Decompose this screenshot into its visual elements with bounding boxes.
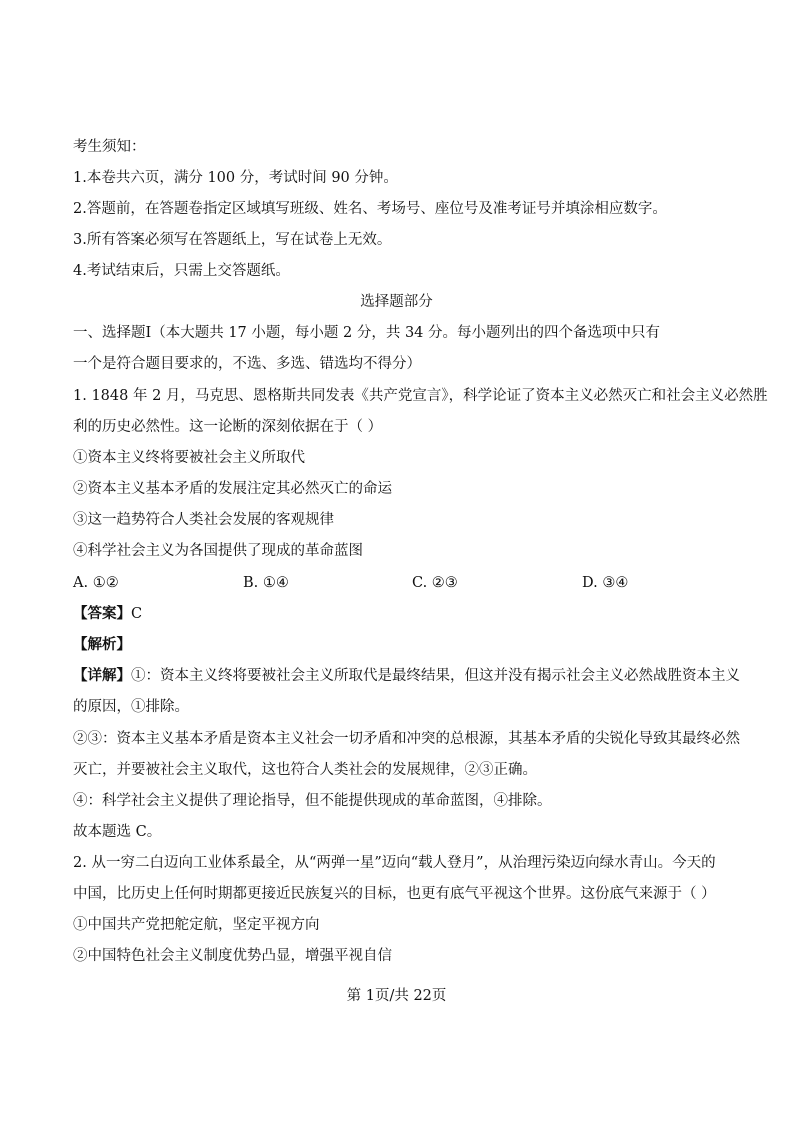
detail-text: 的原因，①排除。 xyxy=(73,699,189,715)
detail-text: ①：资本主义终将要被社会主义所取代是最终结果，但这并没有揭示社会主义必然战胜资本主义 xyxy=(131,668,740,684)
section-intro: 一、选择题Ⅰ（本大题共 17 小题，每小题 2 分，共 34 分。每小题列出的四个备选项中只有 xyxy=(73,325,661,341)
option-a: A. ①② xyxy=(73,575,119,591)
statement: ④科学社会主义为各国提供了现成的革命蓝图 xyxy=(73,543,363,559)
notice-item: 2.答题前，在答题卷指定区域填写班级、姓名、考场号、座位号及准考证号并填涂相应数字。 xyxy=(73,201,667,217)
detail-label: 【详解】 xyxy=(73,667,131,684)
answer-label: 【答案】 xyxy=(73,605,131,622)
analysis-label: 【解析】 xyxy=(73,636,131,653)
detail-line xyxy=(73,666,740,686)
answer-line xyxy=(73,604,142,624)
section-title: 选择题部分 xyxy=(360,294,433,310)
detail-text: ④：科学社会主义提供了理论指导，但不能提供现成的革命蓝图，④排除。 xyxy=(73,793,552,809)
statement: ①资本主义终将要被社会主义所取代 xyxy=(73,450,305,466)
question-1-stem: 利的历史必然性。这一论断的深刻依据在于（ ） xyxy=(73,419,383,435)
statement: ②中国特色社会主义制度优势凸显，增强平视自信 xyxy=(73,948,392,964)
question-2-stem: 中国，比历史上任何时期都更接近民族复兴的目标，也更有底气平视这个世界。这份底气来源于（ ） xyxy=(73,886,716,902)
option-d: D. ③④ xyxy=(582,575,629,591)
detail-text: 故本题选 C。 xyxy=(73,824,162,840)
notice-item: 1.本卷共六页，满分 100 分，考试时间 90 分钟。 xyxy=(73,170,398,186)
notice-item: 3.所有答案必须写在答题纸上，写在试卷上无效。 xyxy=(73,232,392,248)
notice-title: 考生须知： xyxy=(73,139,146,155)
question-2-stem: 2. 从一穷二白迈向工业体系最全，从“两弹一星”迈向“载人登月”，从治理污染迈向绿水青山。今天的 xyxy=(73,855,716,871)
page-footer: 第 1页/共 22页 xyxy=(346,988,447,1004)
statement: ①中国共产党把舵定航，坚定平视方向 xyxy=(73,917,320,933)
notice-item: 4.考试结束后，只需上交答题纸。 xyxy=(73,263,290,279)
detail-text: ②③：资本主义基本矛盾是资本主义社会一切矛盾和冲突的总根源，其基本矛盾的尖锐化导致其最终必然 xyxy=(73,731,740,747)
statement: ②资本主义基本矛盾的发展注定其必然灭亡的命运 xyxy=(73,481,392,497)
section-intro: 一个是符合题目要求的，不选、多选、错选均不得分） xyxy=(73,356,421,372)
statement: ③这一趋势符合人类社会发展的客观规律 xyxy=(73,512,334,528)
question-1-stem: 1. 1848 年 2 月，马克思、恩格斯共同发表《共产党宣言》，科学论证了资本主义必然灭亡和社会主义必然胜 xyxy=(73,388,768,404)
option-c: C. ②③ xyxy=(412,575,458,591)
detail-text: 灭亡，并要被社会主义取代，这也符合人类社会的发展规律，②③正确。 xyxy=(73,762,537,778)
option-b: B. ①④ xyxy=(243,575,289,591)
answer-value: C xyxy=(131,606,143,622)
